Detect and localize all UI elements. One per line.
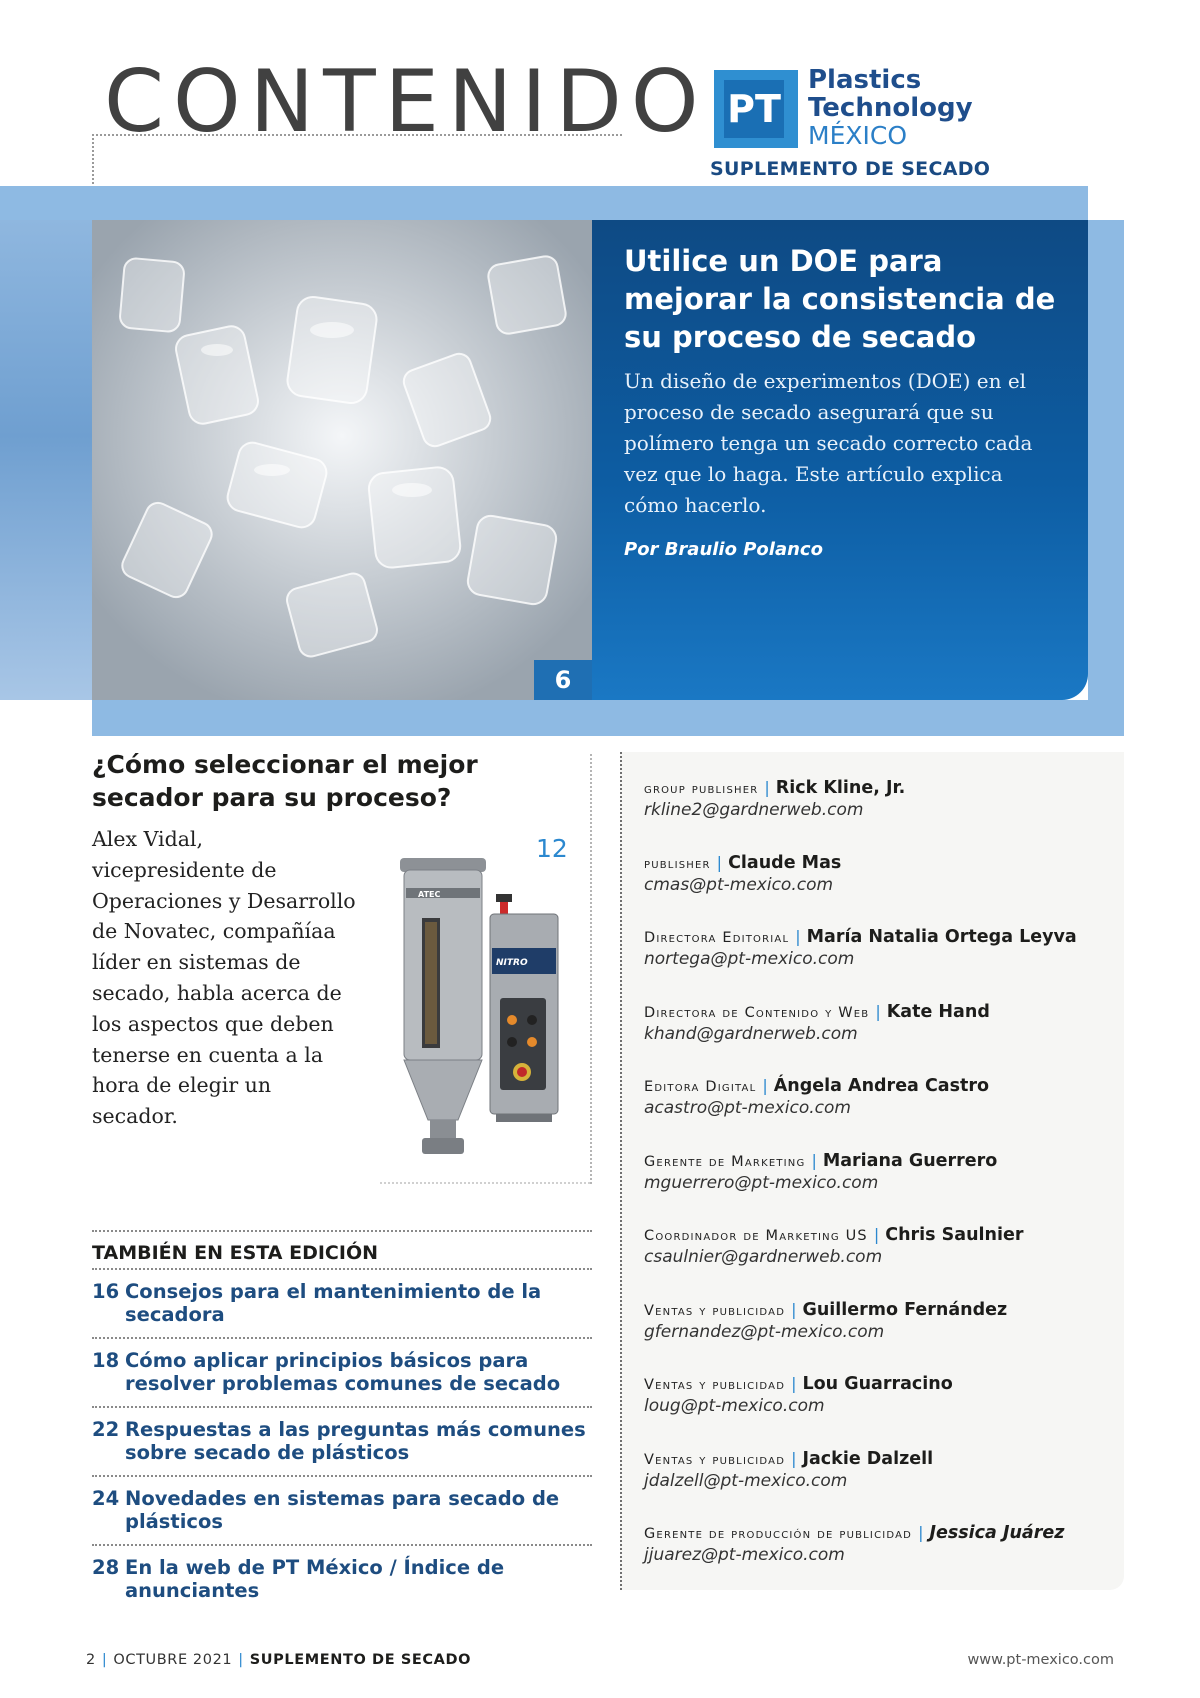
toc-item-page: 18: [92, 1349, 120, 1372]
frame-right-bar: [1088, 220, 1124, 736]
staff-separator: |: [791, 1299, 797, 1319]
feature-byline: Por Braulio Polanco: [624, 539, 823, 560]
staff-email[interactable]: jjuarez@pt-mexico.com: [644, 1545, 845, 1565]
staff-entry: [644, 1523, 1114, 1598]
toc-item[interactable]: [92, 1337, 592, 1406]
staff-role: Editora Digital: [644, 1079, 757, 1095]
staff-entry: [644, 1002, 1114, 1077]
staff-entry: [644, 1300, 1114, 1375]
title-rule-vertical: [92, 134, 94, 184]
staff-separator: |: [791, 1374, 797, 1393]
staff-entry: [644, 778, 1114, 853]
staff-role: Gerente de producción de publicidad: [644, 1526, 913, 1542]
staff-name: Jessica Juárez: [929, 1523, 1065, 1543]
staff-list: [644, 778, 1114, 1598]
staff-separator: |: [873, 1225, 880, 1244]
footer-separator: |: [238, 1652, 244, 1668]
staff-name: Jackie Dalzell: [802, 1448, 934, 1469]
logo-line-1: Plastics: [808, 65, 922, 95]
staff-email[interactable]: nortega@pt-mexico.com: [644, 949, 855, 969]
staff-name: María Natalia Ortega Leyva: [806, 927, 1077, 947]
dryer-product-photo: [392, 838, 568, 1162]
dryer-label-text: NITRO: [496, 958, 528, 968]
toc-item-page: 22: [92, 1418, 120, 1441]
staff-entry: [644, 1076, 1114, 1151]
staff-separator: |: [762, 1076, 768, 1095]
footer-separator: |: [101, 1652, 108, 1668]
footer-date: OCTUBRE 2021: [113, 1652, 233, 1668]
staff-email[interactable]: csaulnier@gardnerweb.com: [644, 1247, 883, 1267]
staff-role: Directora de Contenido y Web: [644, 1004, 870, 1021]
staff-name: Claude Mas: [728, 852, 842, 873]
staff-role: Ventas y publicidad: [644, 1451, 786, 1468]
feature-page-number: 6: [534, 660, 592, 700]
toc-item-title: En la web de PT México / Índice de anunciantes: [125, 1556, 505, 1602]
feature-summary: Un diseño de experimentos (DOE) en el proceso de secado asegurará que su polímero tenga un secado correcto cada vez que lo haga. Este artículo explica cómo hacerlo.: [624, 369, 1033, 517]
staff-entry: [644, 1449, 1114, 1524]
toc-item[interactable]: [92, 1268, 592, 1337]
staff-separator: |: [716, 852, 723, 872]
logo-line-3: MÉXICO: [808, 121, 907, 150]
staff-email[interactable]: cmas@pt-mexico.com: [644, 874, 834, 895]
staff-entry: [644, 853, 1114, 928]
toc-item-title: Cómo aplicar principios básicos para resolver problemas comunes de secado: [125, 1349, 561, 1395]
staff-role: Ventas y publicidad: [644, 1377, 786, 1393]
staff-role: Directora Editorial: [644, 930, 790, 946]
staff-email[interactable]: acastro@pt-mexico.com: [644, 1098, 851, 1118]
secondary-bottom-rule: [380, 1182, 590, 1184]
footer-url[interactable]: www.pt-mexico.com: [967, 1652, 1114, 1668]
staff-name: Lou Guarracino: [802, 1374, 953, 1394]
staff-role: group publisher: [644, 781, 759, 797]
logo-line-2: Technology: [808, 93, 973, 123]
staff-entry: [644, 1225, 1114, 1300]
staff-email[interactable]: mguerrero@pt-mexico.com: [644, 1172, 879, 1193]
staff-name: Chris Saulnier: [885, 1225, 1024, 1245]
staff-email[interactable]: loug@pt-mexico.com: [644, 1396, 825, 1416]
logo-wordmark: [808, 66, 973, 150]
staff-entry: [644, 1151, 1114, 1226]
staff-email[interactable]: khand@gardnerweb.com: [644, 1023, 858, 1044]
staff-name: Rick Kline, Jr.: [775, 778, 906, 798]
staff-separator: |: [795, 927, 801, 946]
toc-item[interactable]: [92, 1544, 592, 1613]
feature-panel: [592, 220, 1088, 700]
staff-separator: |: [791, 1448, 797, 1468]
dryer-brand-text: ATEC: [418, 890, 441, 899]
staff-divider: [620, 752, 622, 1590]
staff-separator: |: [875, 1001, 881, 1021]
staff-separator: |: [918, 1523, 924, 1542]
staff-name: Kate Hand: [886, 1001, 990, 1022]
toc-item-title: Respuestas a las preguntas más comunes sobre secado de plásticos: [125, 1418, 586, 1464]
frame-bottom-bar: [92, 700, 1124, 736]
secondary-divider: [590, 754, 592, 1184]
staff-email[interactable]: jdalzell@pt-mexico.com: [644, 1470, 848, 1491]
toc-item-title: Novedades en sistemas para secado de plásticos: [125, 1487, 560, 1533]
logo-abbrev: PT: [724, 80, 784, 138]
page-title: CONTENIDO: [104, 52, 708, 152]
staff-role: publisher: [644, 855, 711, 872]
toc-item-page: 16: [92, 1280, 120, 1303]
staff-name: Mariana Guerrero: [822, 1150, 998, 1171]
toc-item[interactable]: [92, 1406, 592, 1475]
also-in-edition-heading: TAMBIÉN EN ESTA EDICIÓN: [92, 1230, 592, 1264]
toc-item[interactable]: [92, 1475, 592, 1544]
frame-top-bar: [0, 186, 1088, 220]
staff-role: Ventas y publicidad: [644, 1302, 786, 1319]
supplement-label: SUPLEMENTO DE SECADO: [710, 158, 991, 180]
secondary-summary: Alex Vidal, vicepresidente de Operaciones y Desarrollo de Novatec, compañíaa líder en sistemas de secado, habla acerca de los aspectos que deben tenerse en cuenta a la hora de elegir un secador.: [92, 827, 356, 1129]
staff-role: Coordinador de Marketing US: [644, 1228, 868, 1244]
frame-left-photo-strip: [0, 220, 92, 700]
toc-item-page: 24: [92, 1487, 120, 1510]
staff-email[interactable]: gfernandez@pt-mexico.com: [644, 1321, 885, 1342]
toc-item-title: Consejos para el mantenimiento de la secadora: [125, 1280, 542, 1326]
staff-separator: |: [764, 778, 770, 797]
staff-email[interactable]: rkline2@gardnerweb.com: [644, 800, 864, 820]
secondary-page-number: 12: [536, 834, 568, 863]
pt-logo-icon: [714, 70, 798, 148]
title-rule: [92, 134, 622, 136]
toc-item-page: 28: [92, 1556, 120, 1579]
staff-entry: [644, 927, 1114, 1002]
staff-name: Ángela Andrea Castro: [773, 1076, 990, 1096]
staff-name: Guillermo Fernández: [802, 1299, 1008, 1320]
secondary-headline[interactable]: ¿Cómo seleccionar el mejor secador para su proceso?: [92, 750, 478, 812]
staff-separator: |: [811, 1150, 817, 1170]
feature-headline[interactable]: Utilice un DOE para mejorar la consistencia de su proceso de secado: [624, 244, 1056, 354]
footer-page-number: 2: [86, 1652, 96, 1668]
toc-list: [92, 1268, 592, 1613]
footer-section: SUPLEMENTO DE SECADO: [249, 1652, 472, 1668]
staff-role: Gerente de Marketing: [644, 1153, 806, 1170]
staff-entry: [644, 1374, 1114, 1449]
footer-folio: [86, 1652, 471, 1668]
pellets-photo: [92, 220, 592, 700]
